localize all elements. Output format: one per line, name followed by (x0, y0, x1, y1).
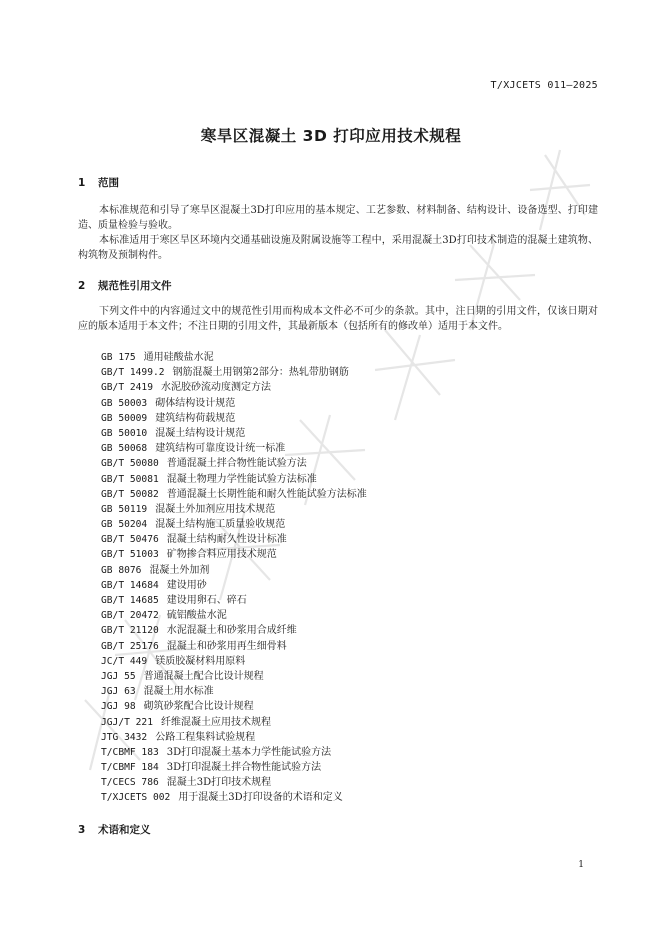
reference-item (101, 441, 367, 456)
reference-name: 混凝土和砂浆用再生细骨料 (166, 640, 287, 652)
reference-item (101, 669, 367, 684)
reference-name: 混凝土外加剂应用技术规范 (155, 503, 276, 515)
scope-paragraph-1: 本标准规范和引导了寒旱区混凝土3D打印应用的基本规定、工艺参数、材料制备、结构设计、设备选型、打印建造、质量检验与验收。 (78, 205, 598, 232)
reference-item (101, 578, 367, 593)
reference-name: 建筑结构可靠度设计统一标准 (155, 443, 286, 455)
reference-name: 建筑结构荷载规范 (155, 412, 236, 424)
reference-name: 硫铝酸盐水泥 (166, 610, 227, 622)
reference-item (101, 487, 367, 502)
reference-item (101, 350, 367, 365)
reference-code: JGJ/T 221 (101, 716, 153, 728)
reference-item (101, 380, 367, 395)
reference-item (101, 593, 367, 608)
reference-name: 镁质胶凝材料用原料 (155, 655, 246, 667)
reference-code: GB/T 14685 (101, 595, 159, 606)
reference-code: GB 50204 (101, 519, 148, 531)
reference-name: 钢筋混凝土用钢第2部分：热轧带肋钢筋 (172, 367, 349, 379)
section-number: 2 (78, 280, 86, 292)
reference-item (101, 396, 367, 411)
reference-code: JGJ 98 (101, 701, 136, 713)
reference-item (101, 563, 367, 578)
reference-code: JTG 3432 (101, 731, 148, 743)
reference-name: 公路工程集料试验规程 (155, 731, 256, 743)
reference-code: T/CBMF 184 (101, 762, 159, 774)
reference-item (101, 699, 367, 714)
scope-paragraph-2: 本标准适用于寒区旱区环境内交通基础设施及附属设施等工程中，采用混凝土3D打印技术制造的混凝土建筑物、构筑物及预制构件。 (78, 235, 598, 262)
section-title: 规范性引用文件 (98, 280, 172, 292)
reference-item (101, 547, 367, 562)
reference-code: T/CBMF 183 (101, 746, 159, 758)
reference-code: GB/T 1499.2 (101, 367, 165, 379)
reference-name: 用于混凝土3D打印设备的术语和定义 (178, 792, 343, 804)
reference-name: 混凝土结构施工质量验收规范 (155, 519, 286, 531)
reference-code: GB 50009 (101, 412, 148, 424)
reference-name: 水泥胶砂流动度测定方法 (160, 382, 271, 394)
reference-item (101, 411, 367, 426)
reference-code: JGJ 55 (101, 670, 136, 682)
references-intro-paragraph: 下列文件中的内容通过文中的规范性引用而构成本文件必不可少的条款。其中，注日期的引用文件，仅该日期对应的版本适用于本文件；不注日期的引用文件，其最新版本（包括所有的修改单）适用于本文件。 (78, 306, 598, 333)
reference-name: 建设用砂 (166, 579, 207, 591)
section-title: 术语和定义 (98, 824, 151, 836)
reference-item (101, 790, 367, 805)
reference-name: 纤维混凝土应用技术规程 (160, 716, 271, 728)
reference-item (101, 760, 367, 775)
reference-name: 砌筑砂浆配合比设计规程 (143, 701, 254, 713)
document-code: T/XJCETS 011—2025 (490, 80, 598, 91)
reference-name: 混凝土外加剂 (149, 564, 210, 576)
document-title: 寒旱区混凝土 3D 打印应用技术规程 (200, 127, 462, 145)
reference-item (101, 517, 367, 532)
reference-item (101, 502, 367, 517)
reference-code: T/XJCETS 002 (101, 792, 171, 804)
reference-item (101, 365, 367, 380)
reference-name: 通用硅酸盐水泥 (143, 352, 214, 363)
reference-item (101, 684, 367, 699)
reference-item (101, 532, 367, 547)
section-heading-terms (78, 822, 151, 837)
reference-name: 建设用卵石、碎石 (166, 595, 247, 606)
reference-name: 水泥混凝土和砂浆用合成纤维 (166, 625, 297, 637)
reference-name: 3D打印混凝土拌合物性能试验方法 (166, 762, 322, 774)
reference-name: 混凝土用水标准 (143, 686, 214, 698)
reference-name: 矿物掺合料应用技术规范 (166, 549, 277, 561)
reference-item (101, 775, 367, 790)
reference-code: T/CECS 786 (101, 777, 159, 789)
reference-code: GB/T 51003 (101, 549, 159, 561)
reference-name: 砌体结构设计规范 (155, 397, 236, 409)
reference-item (101, 456, 367, 471)
reference-code: GB 50010 (101, 427, 148, 439)
reference-code: GB/T 14684 (101, 579, 159, 591)
reference-name: 3D打印混凝土基本力学性能试验方法 (166, 746, 332, 758)
reference-item (101, 745, 367, 760)
reference-item (101, 623, 367, 638)
reference-code: GB/T 50476 (101, 534, 159, 546)
reference-code: GB 8076 (101, 564, 142, 576)
reference-code: GB/T 50081 (101, 473, 159, 485)
reference-item (101, 472, 367, 487)
reference-list (101, 350, 367, 806)
reference-name: 混凝土结构耐久性设计标准 (166, 534, 287, 546)
reference-code: GB 175 (101, 352, 136, 363)
section-title: 范围 (98, 177, 119, 189)
reference-code: JGJ 63 (101, 686, 136, 698)
reference-code: GB/T 20472 (101, 610, 159, 622)
reference-code: GB/T 21120 (101, 625, 159, 637)
reference-item (101, 608, 367, 623)
reference-code: GB 50068 (101, 443, 148, 455)
reference-code: GB/T 2419 (101, 382, 153, 394)
reference-name: 普通混凝土配合比设计规程 (143, 670, 264, 682)
section-number: 3 (78, 824, 86, 836)
reference-name: 混凝土结构设计规范 (155, 427, 246, 439)
reference-item (101, 654, 367, 669)
section-number: 1 (78, 177, 86, 189)
reference-code: GB/T 25176 (101, 640, 159, 652)
reference-code: GB 50119 (101, 503, 148, 515)
section-heading-scope (78, 175, 119, 190)
reference-item (101, 426, 367, 441)
reference-item (101, 730, 367, 745)
reference-code: GB/T 50082 (101, 488, 159, 500)
section-heading-normative-references (78, 278, 172, 293)
page-number: 1 (578, 860, 584, 870)
reference-item (101, 715, 367, 730)
reference-item (101, 639, 367, 654)
reference-code: JC/T 449 (101, 655, 148, 667)
reference-name: 普通混凝土长期性能和耐久性能试验方法标准 (166, 488, 367, 500)
reference-code: GB 50003 (101, 397, 148, 409)
reference-code: GB/T 50080 (101, 458, 159, 470)
reference-name: 混凝土物理力学性能试验方法标准 (166, 473, 317, 485)
reference-name: 普通混凝土拌合物性能试验方法 (166, 458, 307, 470)
reference-name: 混凝土3D打印技术规程 (166, 777, 272, 789)
